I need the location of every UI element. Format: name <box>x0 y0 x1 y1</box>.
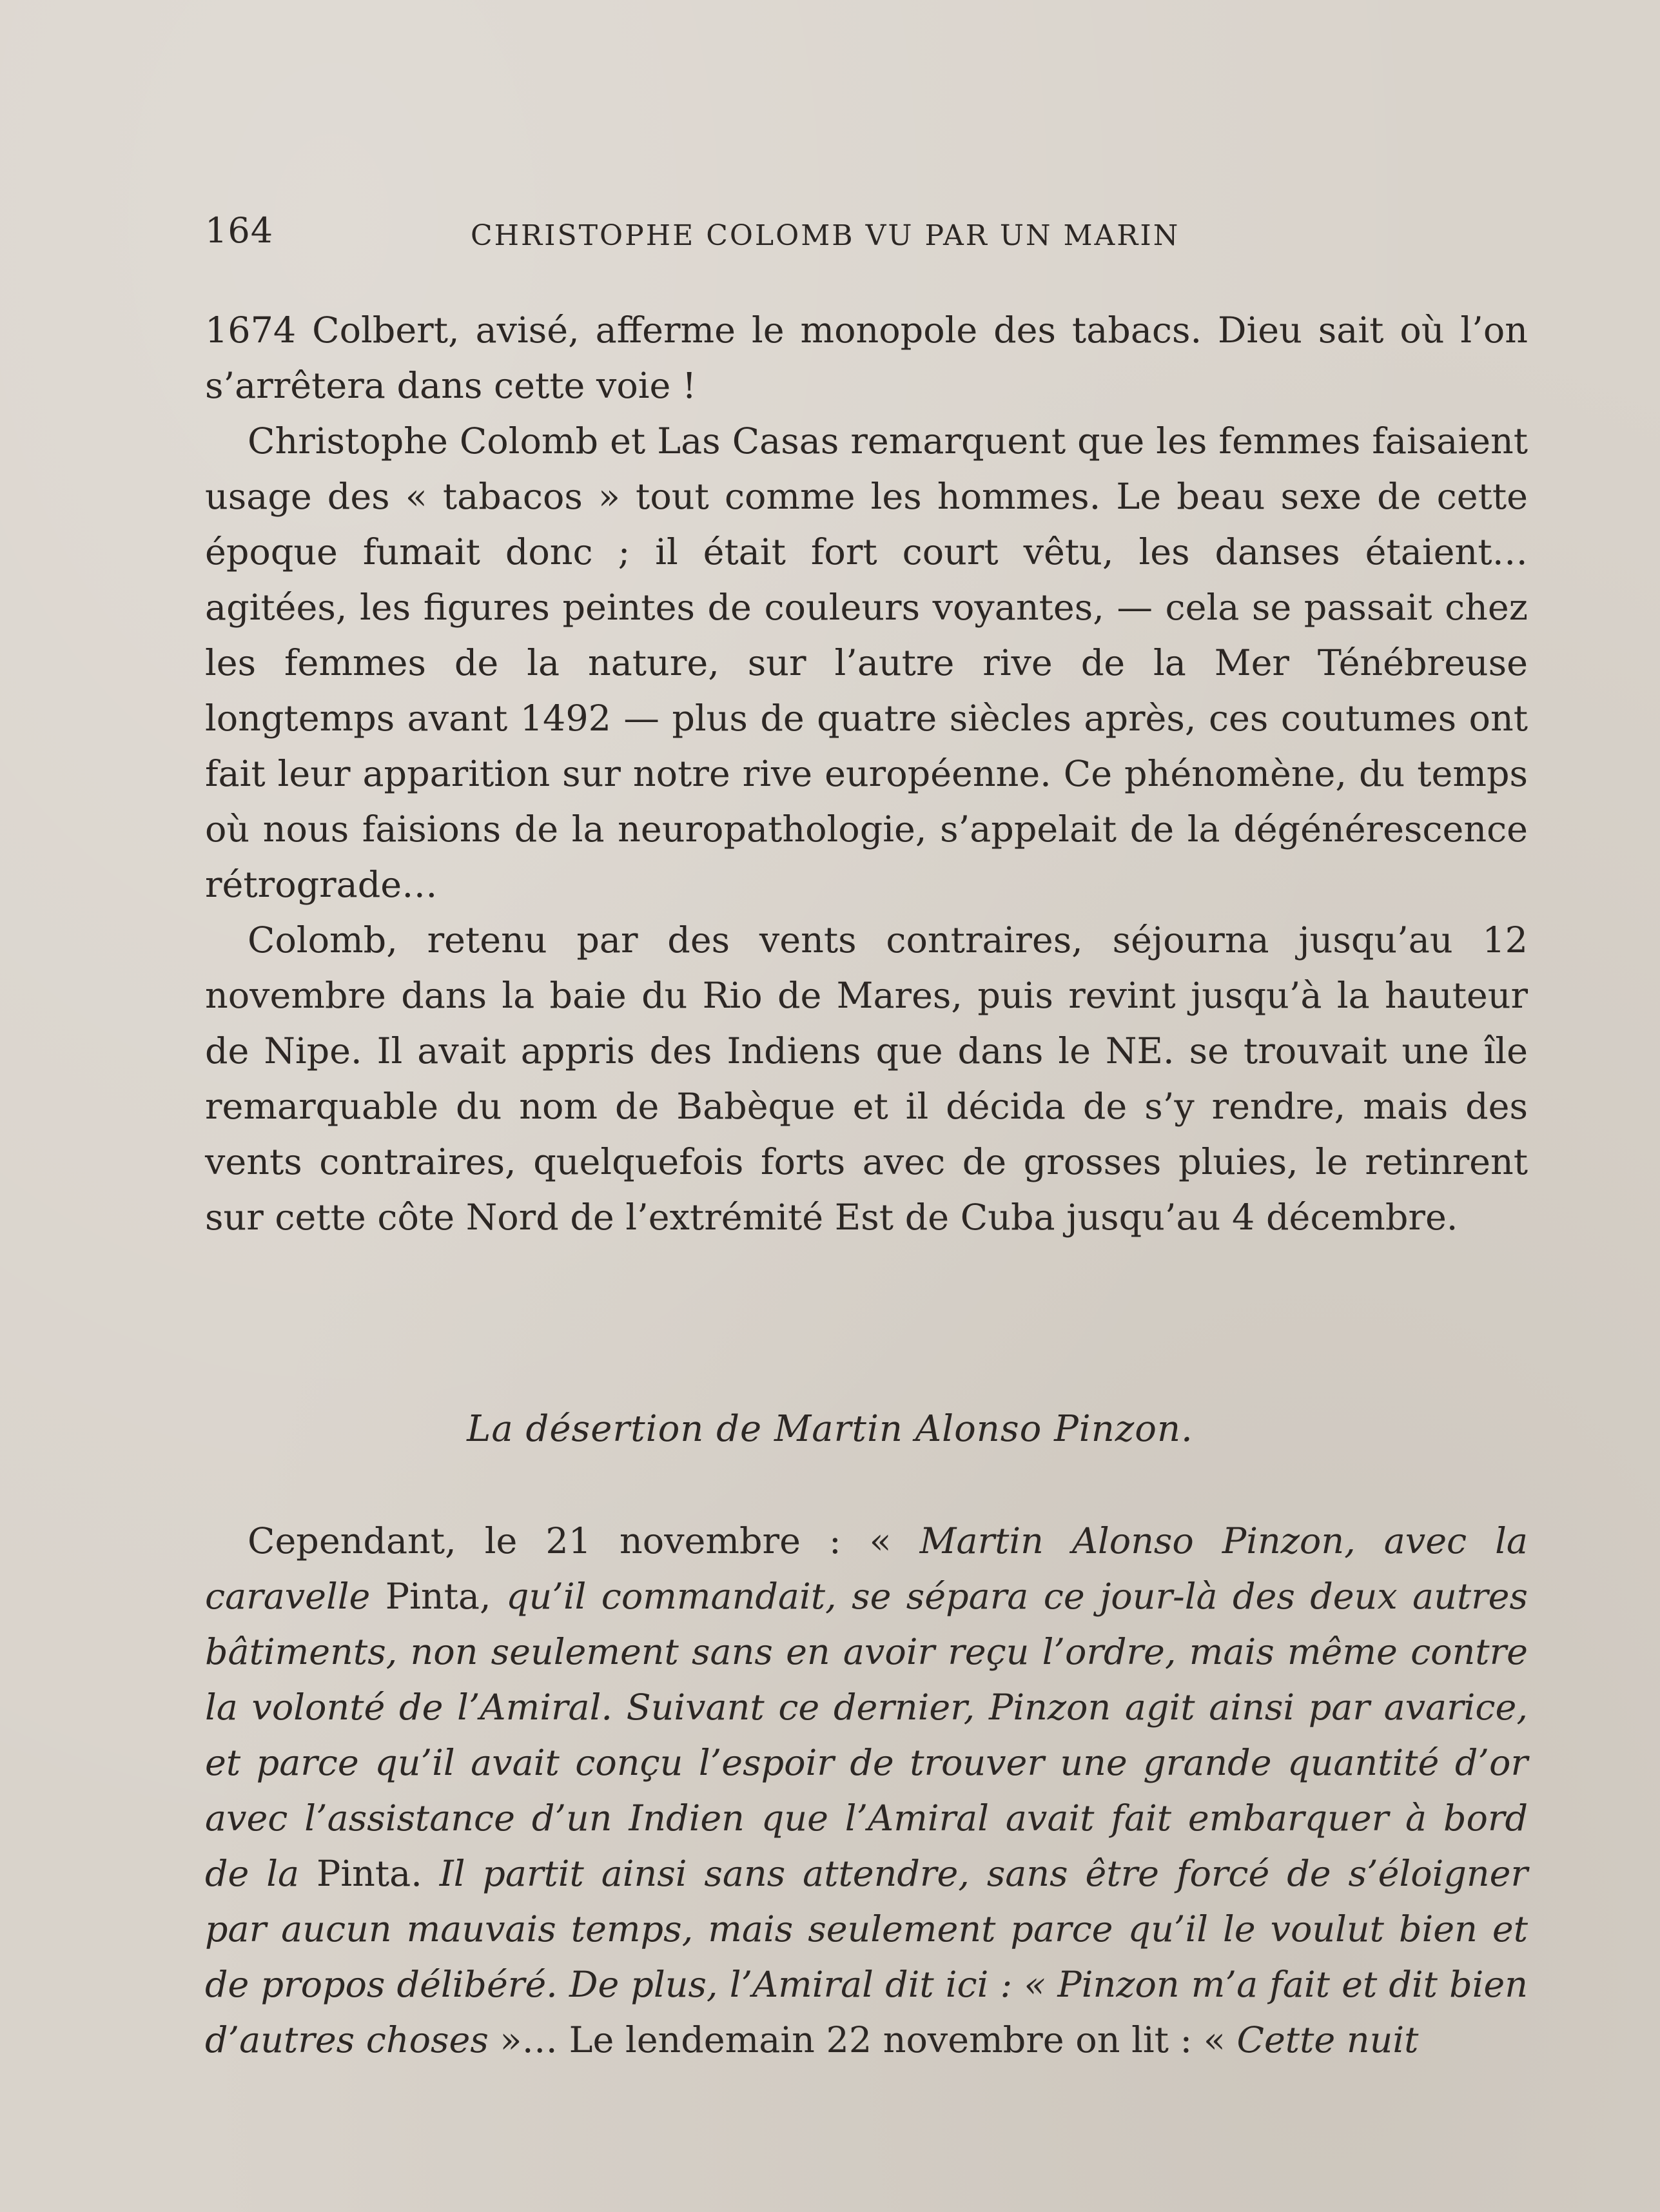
paragraph-tobacco-monopoly: 1674 Colbert, avisé, afferme le monopole des tabacs. Dieu sait où l’on s’arrêtera dans cette voie ! <box>205 309 1528 407</box>
paragraph-women-tabacos: Christophe Colomb et Las Casas remarquent que les femmes faisaient usage des « tabacos » tout comme les hommes. Le beau sexe de cette époque fumait donc ; il était fort court vêtu, les danses étaient… agitées, les figures peintes de couleurs voyantes, — cela se passait chez les femmes de la nature, sur l’autre rive de la Mer Ténébreuse longtemps avant 1492 — plus de quatre siècles après, ces coutumes ont fait leur apparition sur notre rive européenne. Ce phénomène, du temps où nous faisions de la neuropathologie, s’appelait de la dégénérescence rétrograde… <box>205 420 1528 906</box>
italic-run: Martin Alonso Pinzon, avec la caravelle <box>205 1520 1528 1618</box>
section-title: La désertion de Martin Alonso Pinzon. <box>467 1408 1193 1450</box>
page-number: 164 <box>205 210 274 251</box>
text-run: »… Le lendemain 22 novembre on lit : « <box>488 2019 1237 2061</box>
paragraph-pinzon-desertion <box>205 1514 1528 2068</box>
paragraph-contrary-winds: Colomb, retenu par des vents contraires, séjourna jusqu’au 12 novembre dans la baie du Rio de Mares, puis revint jusqu’à la hauteur de Nipe. Il avait appris des Indiens que dans le NE. se trouvait une île remarquable du nom de Babèque et il décida de s’y rendre, mais des vents contraires, quelquefois forts avec de grosses pluies, le retinrent sur cette côte Nord de l’extrémité Est de Cuba jusqu’au 4 décembre. <box>205 919 1528 1238</box>
text-run: Cependant, le 21 novembre : « <box>248 1520 920 1562</box>
italic-run: Cette nuit <box>1236 2019 1419 2061</box>
running-title: CHRISTOPHE COLOMB VU PAR UN MARIN <box>471 219 1180 252</box>
italic-run: qu’il commandait, se sépara ce jour-là des deux autres bâtiments, non seulement sans en avoir reçu l’ordre, mais même contre la volonté de l’Amiral. Suivant ce dernier, Pinzon agit ainsi par avarice, et parce qu’il avait conçu l’espoir de trouver une grande quantité d’or avec l’assistance d’un Indien que l’Amiral avait fait embarquer à bord de la <box>205 1576 1528 1895</box>
text-run: Pinta. <box>299 1853 440 1895</box>
text-run: Pinta, <box>370 1576 506 1618</box>
italic-run: Il partit ainsi sans attendre, sans être forcé de s’éloigner par aucun mauvais temps, mais seulement parce qu’il le voulut bien et de propos délibéré. De plus, l’Amiral dit ici : « Pinzon m’a fait et dit bien d’autres choses <box>205 1853 1528 2061</box>
